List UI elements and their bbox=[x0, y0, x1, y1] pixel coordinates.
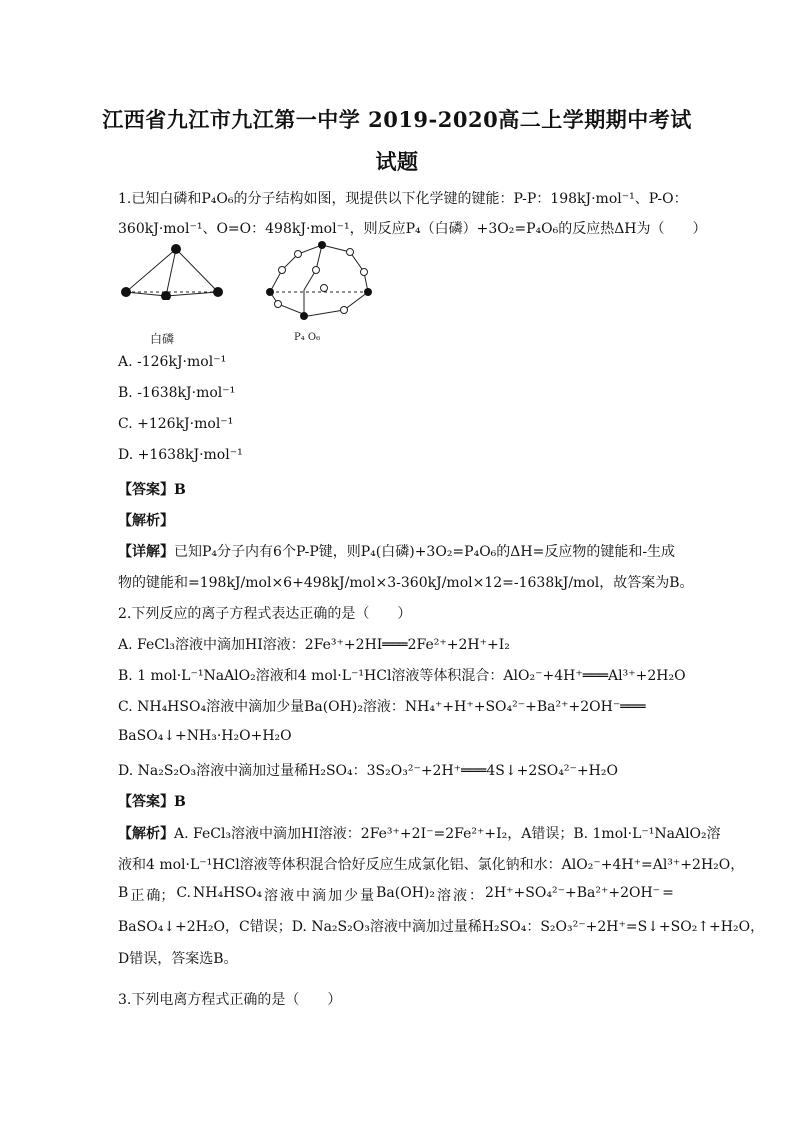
white-phosphorus-structure-figure bbox=[118, 242, 228, 300]
q2-analysis3-part: 2H⁺+SO₄²⁻+Ba²⁺+2OH⁻ bbox=[485, 885, 661, 901]
q2-stem: 2.下列反应的离子方程式表达正确的是（ ） bbox=[118, 606, 412, 622]
p4o6-structure-figure bbox=[264, 240, 384, 322]
q2-analysis3-part: 液 bbox=[280, 888, 295, 904]
q2-analysis3-part: Ba(OH)₂ bbox=[376, 885, 435, 901]
q2-analysis-label: 【解析】 bbox=[118, 826, 174, 842]
q1-detail-label: 【详解】 bbox=[118, 544, 174, 560]
q2-analysis-line5: D错误，答案选B。 bbox=[118, 951, 238, 967]
q2-option-b: B. 1 mol·L⁻¹NaAlO₂溶液和4 mol·L⁻¹HCl溶液等体积混合：AlO₂⁻+4H⁺═══Al³⁺+2H₂O bbox=[118, 668, 686, 684]
doc-title-line1: 江西省九江市九江第一中学 2019-2020高二上学期期中考试 bbox=[102, 107, 692, 132]
q2-analysis3-part: B bbox=[118, 885, 129, 901]
q1-detail-text1: 已知P₄分子内有6个P-P键，则P₄(白磷)+3O₂=P₄O₆的ΔH=反应物的键能和-生成 bbox=[174, 544, 676, 560]
q1-stem-line2: 360kJ·mol⁻¹、O=O：498kJ·mol⁻¹，则反应P₄（白磷）+3O₂=P₄O₆的反应热ΔH为（ ） bbox=[118, 221, 707, 237]
q2-analysis3-part: = bbox=[662, 885, 674, 901]
q2-analysis3-part: 溶 bbox=[437, 888, 451, 904]
q2-analysis3-part: 溶 bbox=[264, 888, 279, 904]
q2-analysis3-part: NH₄HSO₄ bbox=[193, 885, 262, 901]
q2-option-c: C. NH₄HSO₄溶液中滴加少量Ba(OH)₂溶液：NH₄⁺+H⁺+SO₄²⁻+Ba²⁺+2OH⁻═══ bbox=[118, 699, 646, 715]
q2-option-d: D. Na₂S₂O₃溶液中滴加过量稀H₂SO₄：3S₂O₃²⁻+2H⁺═══4S↓+2SO₄²⁻+H₂O bbox=[118, 763, 618, 779]
q1-option-c: C. +126kJ·mol⁻¹ bbox=[118, 416, 234, 432]
q1-detail-line1 bbox=[118, 541, 675, 561]
q3-stem: 3.下列电离方程式正确的是（ ） bbox=[118, 992, 342, 1008]
q1-option-a: A. -126kJ·mol⁻¹ bbox=[118, 354, 227, 370]
q2-analysis3-part: 正 bbox=[130, 888, 145, 904]
q1-stem-line1: 1.已知白磷和P₄O₆的分子结构如图，现提供以下化学键的键能：P-P：198kJ·mol⁻¹、P-O： bbox=[118, 191, 688, 207]
q2-analysis-line1 bbox=[118, 823, 721, 843]
q2-option-c-cont: BaSO₄↓+NH₃·H₂O+H₂O bbox=[118, 728, 292, 744]
q2-analysis3-part: 少 bbox=[344, 888, 359, 904]
q2-analysis3-part: ： bbox=[469, 888, 484, 904]
q2-analysis3-part: 加 bbox=[328, 888, 343, 904]
p4o6-label: P₄ O₆ bbox=[294, 332, 321, 343]
q2-analysis-line4: BaSO₄↓+2H₂O，C错误；D. Na₂S₂O₃溶液中滴加过量稀H₂SO₄：S₂O₃²⁻+2H⁺=S↓+SO₂↑+H₂O， bbox=[118, 919, 765, 935]
q2-analysis-line2: 液和4 mol·L⁻¹HCl溶液等体积混合恰好反应生成氯化铝、氯化钠和水：AlO₂⁻+4H⁺=Al³⁺+2H₂O， bbox=[118, 857, 745, 873]
white-phosphorus-label: 白磷 bbox=[150, 332, 175, 346]
q2-analysis3-part: 中 bbox=[296, 888, 311, 904]
q1-analysis-label: 【解析】 bbox=[118, 513, 174, 529]
q2-analysis-line3 bbox=[118, 885, 674, 905]
q2-analysis3-part: 液 bbox=[453, 888, 468, 904]
q2-option-a: A. FeCl₃溶液中滴加HI溶液：2Fe³⁺+2HI═══2Fe²⁺+2H⁺+I₂ bbox=[118, 637, 510, 653]
q2-analysis3-part: 滴 bbox=[312, 888, 327, 904]
q2-analysis3-part: 确； bbox=[146, 888, 175, 904]
q2-answer: 【答案】B bbox=[118, 794, 186, 810]
q2-analysis-text1: A. FeCl₃溶液中滴加HI溶液：2Fe³⁺+2I⁻=2Fe²⁺+I₂，A错误；B. 1mol·L⁻¹NaAlO₂溶 bbox=[174, 826, 721, 842]
q1-option-d: D. +1638kJ·mol⁻¹ bbox=[118, 447, 243, 463]
q1-option-b: B. -1638kJ·mol⁻¹ bbox=[118, 385, 236, 401]
doc-title-line2: 试题 bbox=[375, 149, 419, 174]
q2-analysis3-part: 量 bbox=[360, 888, 375, 904]
q1-detail-line2: 物的键能和=198kJ/mol×6+498kJ/mol×3-360kJ/mol×12=-1638kJ/mol，故答案为B。 bbox=[118, 575, 694, 591]
q2-analysis3-part: C. bbox=[176, 885, 192, 901]
q1-answer: 【答案】B bbox=[118, 482, 186, 498]
